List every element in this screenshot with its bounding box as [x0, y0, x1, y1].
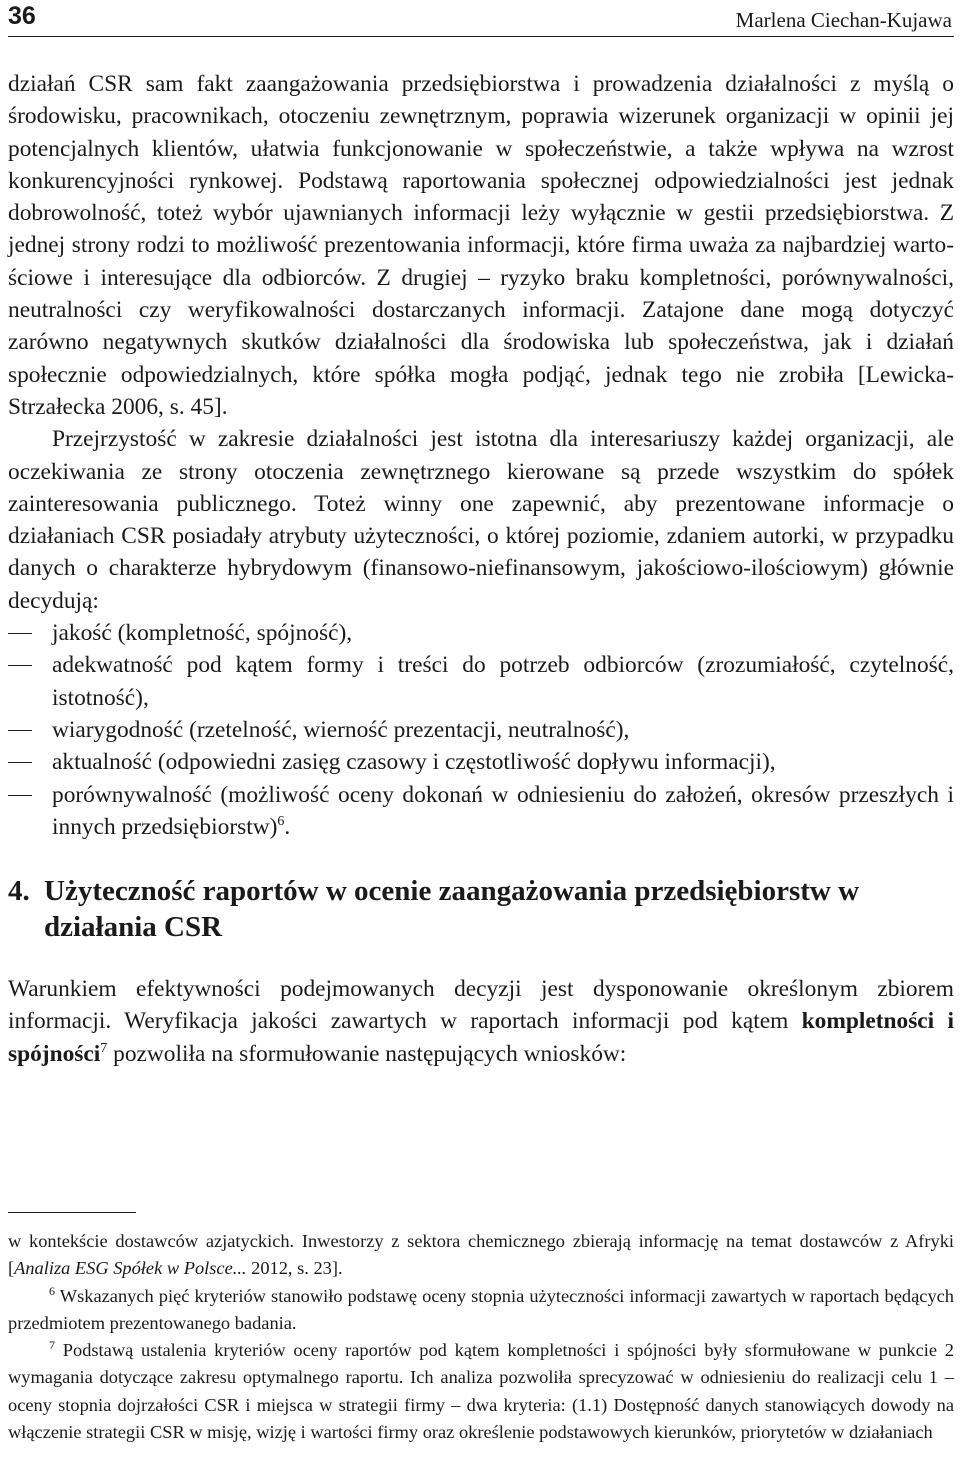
- footnotes: [8, 1228, 954, 1446]
- paragraph-1: działań CSR sam fakt zaangażowania przedsiębiorstwa i prowadzenia działalności z myślą o środowisku, pracownikach, otoczeniu zewnętrznym, poprawia wizerunek organizacji w opinii jej potencjalnych klientów, ułatwia funkcjonowanie w społeczeństwie, a także wpływa na wzrost konkurencyjności rynkowej. Podstawą raportowania społecznej odpowiedzialności jest jednak dobrowolność, toteż wybór ujawnianych informacji leży wyłącznie w gestii przedsiębiorstwa. Z jednej strony rodzi to możliwość prezentowania informacji, które firma uważa za najbardziej wartościowe i interesujące dla odbiorców. Z drugiej – ryzyko braku kompletności, porównywalności, neutralności czy weryfikowalności dostarczanych informacji. Zatajone dane mogą dotyczyć zarówno negatywnych skutków działalności dla środowiska lub społeczeństwa, jak i działań społecznie odpowiedzialnych, które spółka mogła podjąć, jednak tego nie zrobiła [Lewicka-Strzałecka 2006, s. 45].: [8, 71, 954, 420]
- footnote-ref-7[interactable]: 7: [100, 1040, 108, 1056]
- criteria-list: [8, 617, 954, 843]
- list-item: porównywalność (możliwość oceny dokonań w odniesieniu do założeń, okresów przeszłych i innych przedsiębiorstw)$^6$.: [8, 779, 954, 844]
- page-number: 36: [8, 2, 36, 30]
- running-header: [8, 4, 954, 37]
- paragraph-3: Warunkiem efektywności podejmowanych decyzji jest dysponowanie określonym zbiorem informacji. Weryfikacja jakości zawartych w raportach informacji pod kątem kompletności i spójności$^7$ pozwoliła na sformułowanie następujących wniosków:: [8, 976, 954, 1067]
- dash-bullet: [8, 665, 32, 666]
- footnote-continued: w kontekście dostawców azjatyckich. Inwestorzy z sektora chemicznego zbierają informację na temat dostawców z Afryki [Analiza ESG Spółek w Polsce... 2012, s. 23].: [8, 1231, 954, 1279]
- list-item: aktualność (odpowiedni zasięg czasowy i częstotliwość dopływu informacji),: [8, 746, 954, 778]
- footnote-7: $^7$ Podstawą ustalenia kryteriów oceny raportów pod kątem kompletności i spójności były sformułowane w punkcie 2 wymagania dotyczące zakresu optymalnego raportu. Ich analiza pozwoliła sprecyzować w odniesieniu do realizacji celu 1 – oceny stopnia dojrzałości CSR i miejsca w strategii firmy – dwa kryteria: (1.1) Dostępność danych stanowiących dowody na włączenie strategii CSR w misję, wizję i wartości firmy oraz określenie podstawowych kierunków, priorytetów w działaniach: [8, 1338, 954, 1443]
- dash-bullet: [8, 633, 32, 634]
- footnote-ref-6[interactable]: 6: [277, 814, 285, 830]
- body-text: [8, 68, 954, 1070]
- bold-phrase: kompletności i spójności: [8, 1008, 954, 1067]
- list-item: adekwatność pod kątem formy i treści do potrzeb odbiorców (zrozumiałość, czytelność, istotność),: [8, 649, 954, 714]
- footnote-mark-7: 7: [49, 1338, 55, 1353]
- section-heading: [8, 873, 954, 945]
- dash-bullet: [8, 762, 32, 763]
- section-title: Użyteczność raportów w ocenie zaangażowania przedsiębiorstw w działania CSR: [44, 875, 860, 944]
- footnote-6: $^6$ Wskazanych pięć kryteriów stanowiło podstawę oceny stopnia użyteczności informacji zawartych w raportach będących przedmiotem prezentowanego badania.: [8, 1283, 954, 1333]
- dash-bullet: [8, 795, 32, 796]
- running-head-author: Marlena Ciechan-Kujawa: [735, 8, 952, 32]
- list-item: jakość (kompletność, spójność),: [8, 617, 954, 649]
- paragraph-2: Przejrzystość w zakresie działalności jest istotna dla interesariuszy każdej organizacji, ale oczekiwania ze strony otoczenia zewnętrznego kierowane są przede wszystkim do spółek zainteresowania publicznego. Toteż winny one zapewnić, aby prezentowane informacje o działaniach CSR posiadały atrybuty użyteczności, o której poziomie, zdaniem autorki, w przypadku danych o charakterze hybrydowym (finansowo-niefinansowym, jakościowo-ilościowym) głównie decydują:: [8, 426, 954, 614]
- dash-bullet: [8, 730, 32, 731]
- list-item: wiarygodność (rzetelność, wierność prezentacji, neutralność),: [8, 714, 954, 746]
- footnote-mark-6: 6: [49, 1283, 55, 1298]
- footnote-rule: [8, 1212, 136, 1213]
- section-number: 4.: [8, 875, 30, 908]
